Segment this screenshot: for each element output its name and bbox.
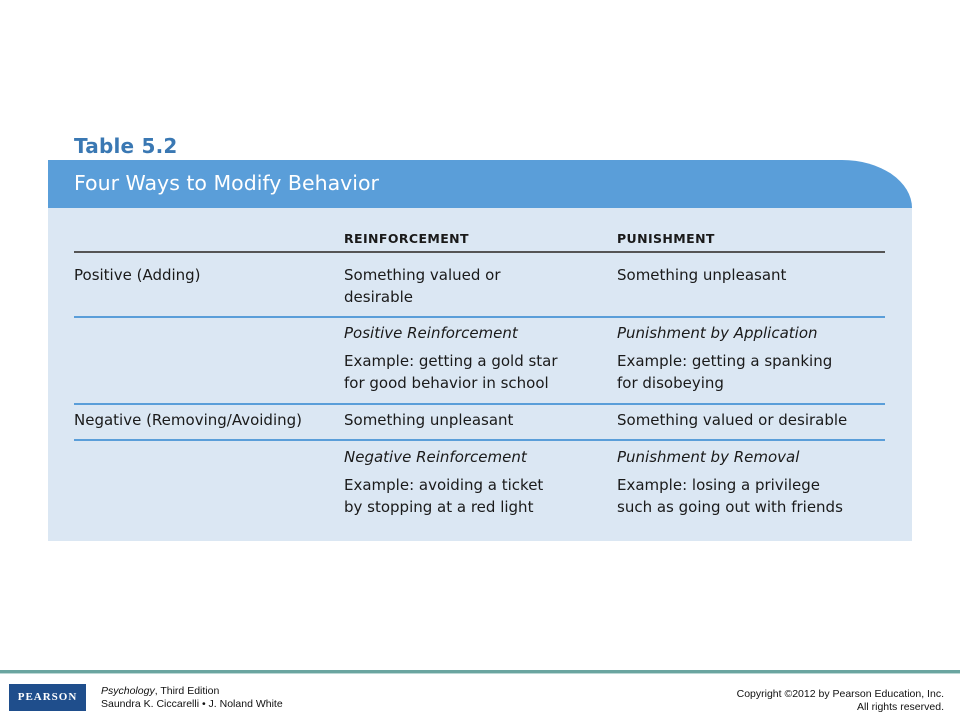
- negative-reinforcement: Something unpleasant: [344, 411, 514, 429]
- column-header-reinforcement: REINFORCEMENT: [344, 231, 469, 246]
- row-divider: [74, 403, 885, 405]
- column-header-punishment: PUNISHMENT: [617, 231, 715, 246]
- row-divider: [74, 316, 885, 318]
- positive-reinforcement-name: Positive Reinforcement: [344, 324, 518, 342]
- table-number: Table 5.2: [74, 134, 178, 158]
- negative-reinforcement-name: Negative Reinforcement: [344, 448, 527, 466]
- positive-reinforcement-example-1: Example: getting a gold star: [344, 352, 558, 370]
- row-label-negative: Negative (Removing/Avoiding): [74, 411, 303, 429]
- footer-divider-highlight: [0, 673, 960, 674]
- rights-line: All rights reserved.: [857, 701, 944, 713]
- punishment-application-example-2: for disobeying: [617, 374, 724, 392]
- copyright-line: Copyright ©2012 by Pearson Education, Inc.: [736, 688, 944, 700]
- negative-punishment: Something valued or desirable: [617, 411, 848, 429]
- negative-reinforcement-example-1: Example: avoiding a ticket: [344, 476, 544, 494]
- book-title: Psychology: [101, 685, 155, 697]
- positive-reinforcement-example-2: for good behavior in school: [344, 374, 549, 392]
- header-rule: [74, 251, 885, 253]
- positive-punishment: Something unpleasant: [617, 266, 787, 284]
- negative-reinforcement-example-2: by stopping at a red light: [344, 498, 534, 516]
- punishment-by-removal-name: Punishment by Removal: [617, 448, 800, 466]
- row-label-positive: Positive (Adding): [74, 266, 201, 284]
- table-title: Four Ways to Modify Behavior: [74, 171, 379, 195]
- positive-reinforcement-line-1: Something valued or: [344, 266, 501, 284]
- punishment-removal-example-2: such as going out with friends: [617, 498, 843, 516]
- punishment-application-example-1: Example: getting a spanking: [617, 352, 833, 370]
- pearson-logo: PEARSON: [9, 684, 86, 711]
- copyright-notice: [737, 688, 944, 714]
- book-edition: , Third Edition: [154, 685, 220, 697]
- punishment-by-application-name: Punishment by Application: [617, 324, 818, 342]
- title-bar: [48, 160, 912, 208]
- row-divider: [74, 439, 885, 441]
- punishment-removal-example-1: Example: losing a privilege: [617, 476, 821, 494]
- positive-reinforcement-line-2: desirable: [344, 288, 414, 306]
- book-citation: [101, 685, 283, 711]
- book-authors: Saundra K. Ciccarelli • J. Noland White: [101, 698, 283, 710]
